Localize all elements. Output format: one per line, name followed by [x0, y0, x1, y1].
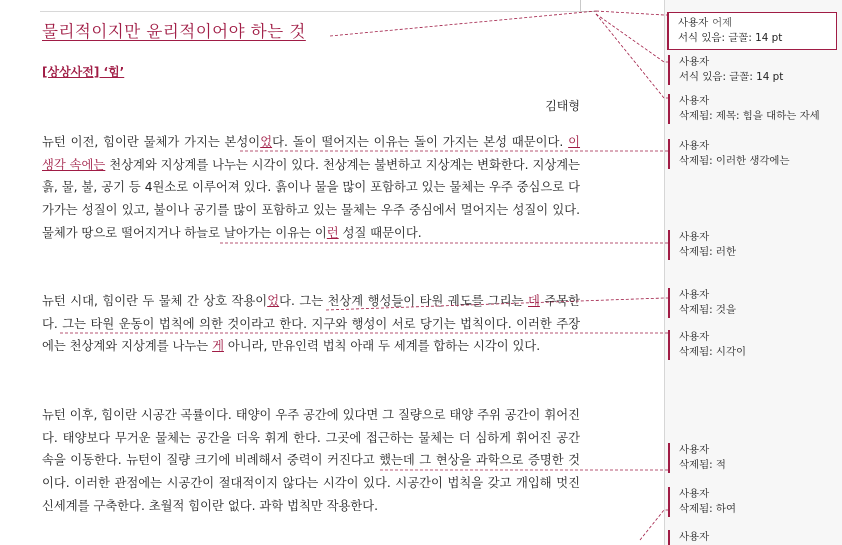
document-subtitle[interactable]: [상상사전] ‘힘’ — [42, 65, 125, 79]
revision-comment-4[interactable]: 사용자 삭제됨: 이러한 생각에는 — [668, 139, 838, 169]
revision-comment-7[interactable]: 사용자 삭제됨: 시각이 — [668, 330, 838, 360]
body-text: 다. 그는 천상계 행성들이 타원 궤도를 그리는 — [279, 294, 529, 308]
body-text: 뉴턴 이전, 힘이란 물체가 가지는 본성이 — [42, 135, 261, 149]
body-text: 천상계와 지상계를 나누는 시각이 있다. 천상계는 불변하고 지상계는 변화한다. 지상계는 흙, 물, 불, 공기 등 4원소로 이루어져 있다. 흙이나 물을 많이 포함하고 있는 물체는 우주 중심으로 다가가는 성질이 있고, 불이나 공기를 많이 포함하고 있는 물체는 우주 중심에서 멀어지는 성질이 있다. 물체가 땅으로 떨어지거나 하늘로 날아가는 이유는 이 — [42, 157, 580, 240]
revision-comment-5[interactable]: 사용자 삭제됨: 러한 — [668, 230, 838, 260]
body-paragraph-2[interactable] — [42, 290, 580, 358]
revision-comment-6[interactable]: 사용자 삭제됨: 것을 — [668, 288, 838, 318]
inserted-text: 었 — [260, 135, 273, 149]
revision-comment-9[interactable]: 사용자 삭제됨: 하여 — [668, 487, 838, 517]
revision-comment-8[interactable]: 사용자 삭제됨: 적 — [668, 443, 838, 473]
body-text: 다. 돌이 떨어지는 이유는 돌이 가지는 본성 때문이다. — [272, 135, 569, 149]
revision-comment-1[interactable]: 사용자 어제 서식 있음: 글꼴: 14 pt — [667, 12, 837, 50]
body-text: 뉴턴 시대, 힘이란 두 물체 간 상호 작용이 — [42, 294, 268, 308]
document-author[interactable]: 김태형 — [545, 99, 580, 113]
body-text: 주목한다. 그는 타원 운동이 법칙에 의한 것이라고 한다. 지구와 행성이 서로 당기는 법칙이다. 이러한 주장에는 천상계와 지상계를 나누는 — [42, 294, 581, 354]
body-paragraph-1[interactable] — [42, 131, 580, 245]
revision-comment-10[interactable]: 사용자 — [668, 530, 838, 545]
inserted-text: 이 생각 속에는 — [42, 135, 581, 172]
body-text: 뉴턴 이후, 힘이란 시공간 곡률이다. 태양이 우주 공간에 있다면 그 질량으로 태양 주위 공간이 휘어진다. 태양보다 무거운 물체는 공간을 더욱 휘게 한다. 그곳에 접근하는 물체는 더 심하게 휘어진 공간 속을 이동한다. 뉴턴이 질량 크기에 비례해서 중력이 커진다고 했는데 그 현상을 과학으로 증명한 것이다. 이러한 관점에는 시공간이 절대적이지 않다는 시각이 있다. 시공간이 법칙을 갖고 개입해 멋진 신세계를 구축한다. 초월적 힘이란 없다. 과학 법칙만 작용한다. — [42, 408, 580, 513]
header-boundary-line — [40, 11, 580, 12]
body-text: 성질 때문이다. — [338, 225, 422, 240]
revision-comment-2[interactable]: 사용자 서식 있음: 글꼴: 14 pt — [668, 55, 838, 85]
body-text: 아니라, 만유인력 법칙 아래 두 세계를 합하는 시각이 있다. — [223, 339, 541, 354]
revision-comment-3[interactable]: 사용자 삭제됨: 제목: 힘을 대하는 자세 — [668, 94, 838, 124]
page-corner-marker — [580, 0, 597, 12]
inserted-text: 었 — [267, 294, 280, 308]
inserted-text: 런 — [326, 225, 339, 240]
inserted-text: 게 — [212, 339, 224, 354]
body-paragraph-3[interactable] — [42, 404, 580, 518]
document-title[interactable]: 물리적이지만 윤리적이어야 하는 것 — [42, 22, 306, 41]
inserted-text: 데 — [528, 294, 540, 308]
